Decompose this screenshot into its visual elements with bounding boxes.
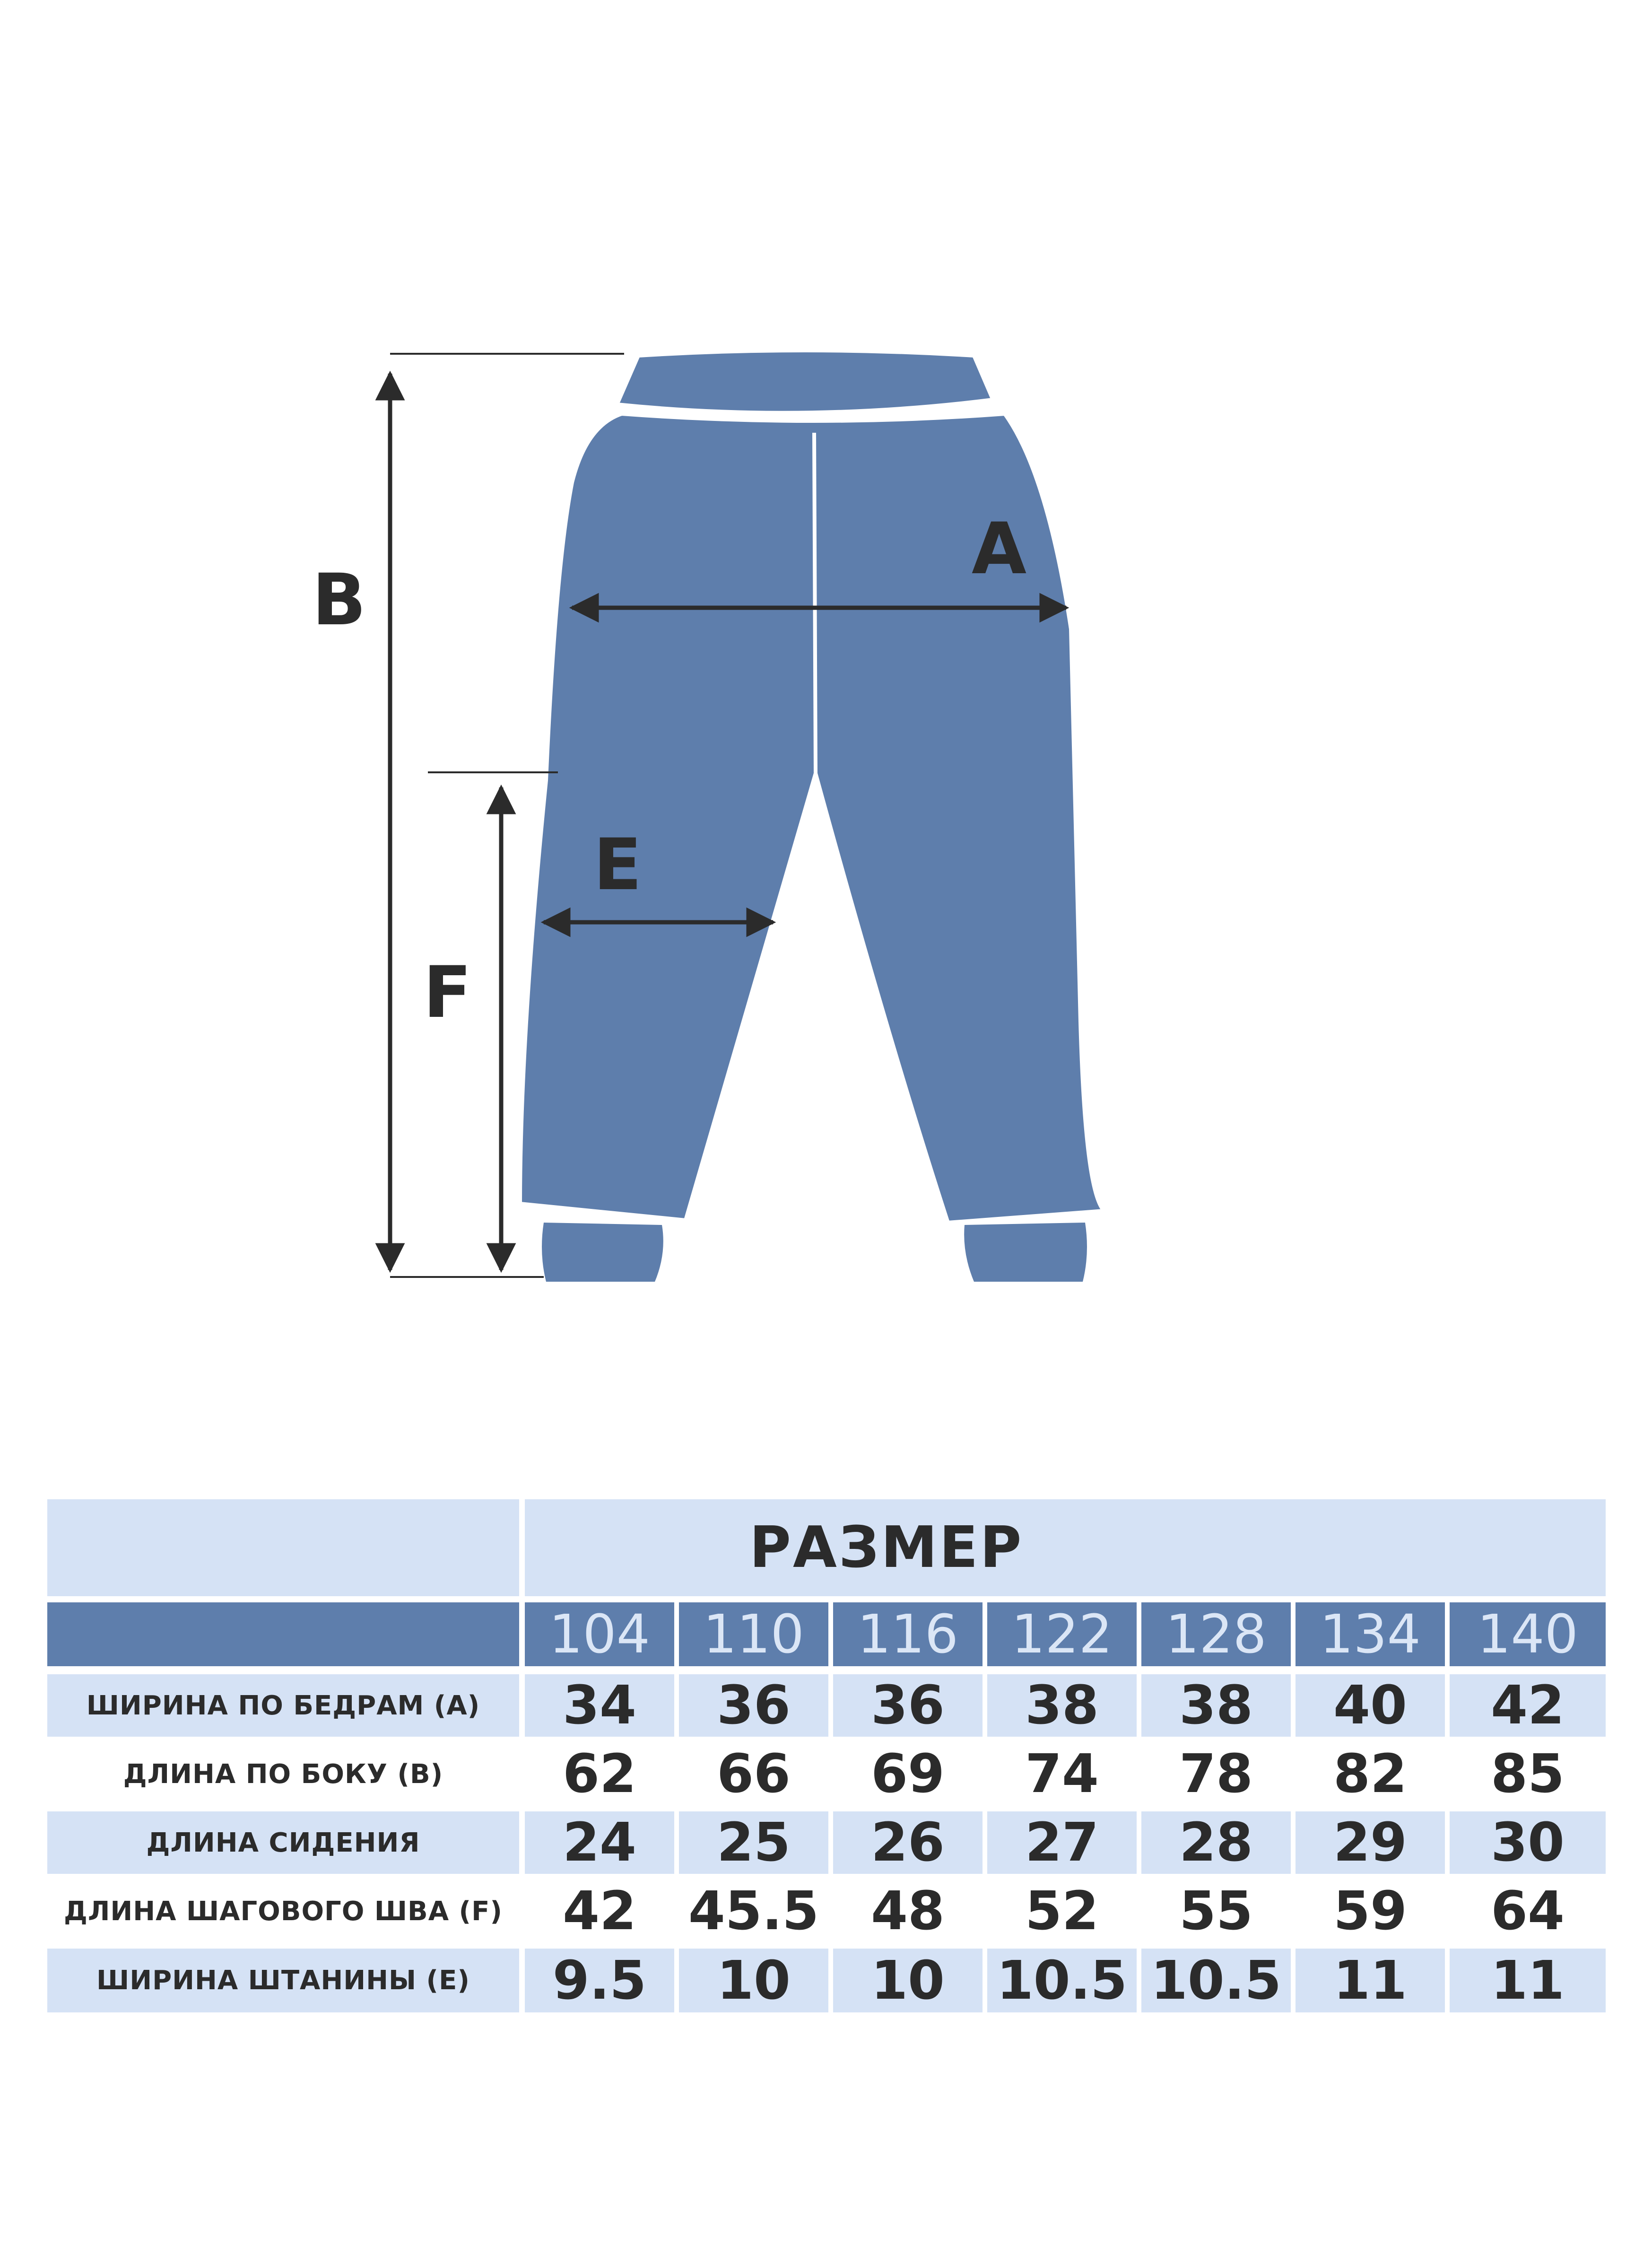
size-134: 134: [1296, 1602, 1445, 1666]
waistband: [617, 350, 993, 413]
table-cell: 66: [679, 1743, 828, 1805]
size-title: РАЗМЕР: [525, 1499, 1606, 1596]
table-cell: 82: [1296, 1743, 1445, 1805]
table-cell: 10.5: [987, 1949, 1137, 2012]
table-cell: 27: [987, 1811, 1137, 1874]
table-cell: 55: [1141, 1880, 1291, 1942]
table-cell: 34: [525, 1674, 674, 1737]
table-cell: 62: [525, 1743, 674, 1805]
table-cell: 64: [1450, 1880, 1606, 1942]
table-row-side-length: [47, 1743, 1606, 1805]
row-label: ДЛИНА ПО БОКУ (В): [47, 1743, 519, 1805]
table-cell: 25: [679, 1811, 828, 1874]
table-cell: 40: [1296, 1674, 1445, 1737]
table-cell: 69: [833, 1743, 983, 1805]
size-110: 110: [679, 1602, 828, 1666]
table-cell: 38: [987, 1674, 1137, 1737]
table-row-inseam-length: [47, 1880, 1606, 1942]
a-letter: A: [972, 508, 1027, 590]
table-cell: 38: [1141, 1674, 1291, 1737]
size-128: 128: [1141, 1602, 1291, 1666]
table-cell: 10: [679, 1949, 828, 2012]
table-cell: 85: [1450, 1743, 1606, 1805]
table-cell: 26: [833, 1811, 983, 1874]
table-cell: 24: [525, 1811, 674, 1874]
size-140: 140: [1450, 1602, 1606, 1666]
table-cell: 52: [987, 1880, 1137, 1942]
b-letter: B: [312, 559, 366, 641]
table-cell: 45.5: [679, 1880, 828, 1942]
table-row-leg-width: [47, 1949, 1606, 2012]
row-label: ДЛИНА ШАГОВОГО ШВА (F): [47, 1880, 519, 1942]
table-cell: 30: [1450, 1811, 1606, 1874]
table-cell: 78: [1141, 1743, 1291, 1805]
size-header-blank: [47, 1602, 519, 1666]
table-cell: 10.5: [1141, 1949, 1291, 2012]
table-row-hip-width: [47, 1674, 1606, 1737]
table-cell: 11: [1296, 1949, 1445, 2012]
table-cell: 42: [525, 1880, 674, 1942]
e-letter: E: [593, 824, 642, 906]
row-label: ШИРИНА ПО БЕДРАМ (А): [47, 1674, 519, 1737]
table-cell: 74: [987, 1743, 1137, 1805]
table-cell: 9.5: [525, 1949, 674, 2012]
table-cell: 48: [833, 1880, 983, 1942]
table-cell: 11: [1450, 1949, 1606, 2012]
row-label: ДЛИНА СИДЕНИЯ: [47, 1811, 519, 1874]
size-122: 122: [987, 1602, 1137, 1666]
table-cell: 42: [1450, 1674, 1606, 1737]
table-cell: 36: [679, 1674, 828, 1737]
table-cell: 28: [1141, 1811, 1291, 1874]
table-cell: 29: [1296, 1811, 1445, 1874]
right-cuff: [964, 1223, 1087, 1282]
title-row: [47, 1499, 1606, 1596]
title-blank-cell: [47, 1499, 519, 1596]
row-label: ШИРИНА ШТАНИНЫ (Е): [47, 1949, 519, 2012]
center-seam: [814, 433, 816, 773]
f-letter: F: [423, 952, 472, 1034]
table-cell: 10: [833, 1949, 983, 2012]
size-104: 104: [525, 1602, 674, 1666]
size-header-row: [47, 1602, 1606, 1666]
left-cuff: [542, 1223, 663, 1282]
table-cell: 36: [833, 1674, 983, 1737]
table-row-seat-length: [47, 1811, 1606, 1874]
table-cell: 59: [1296, 1880, 1445, 1942]
size-116: 116: [833, 1602, 983, 1666]
